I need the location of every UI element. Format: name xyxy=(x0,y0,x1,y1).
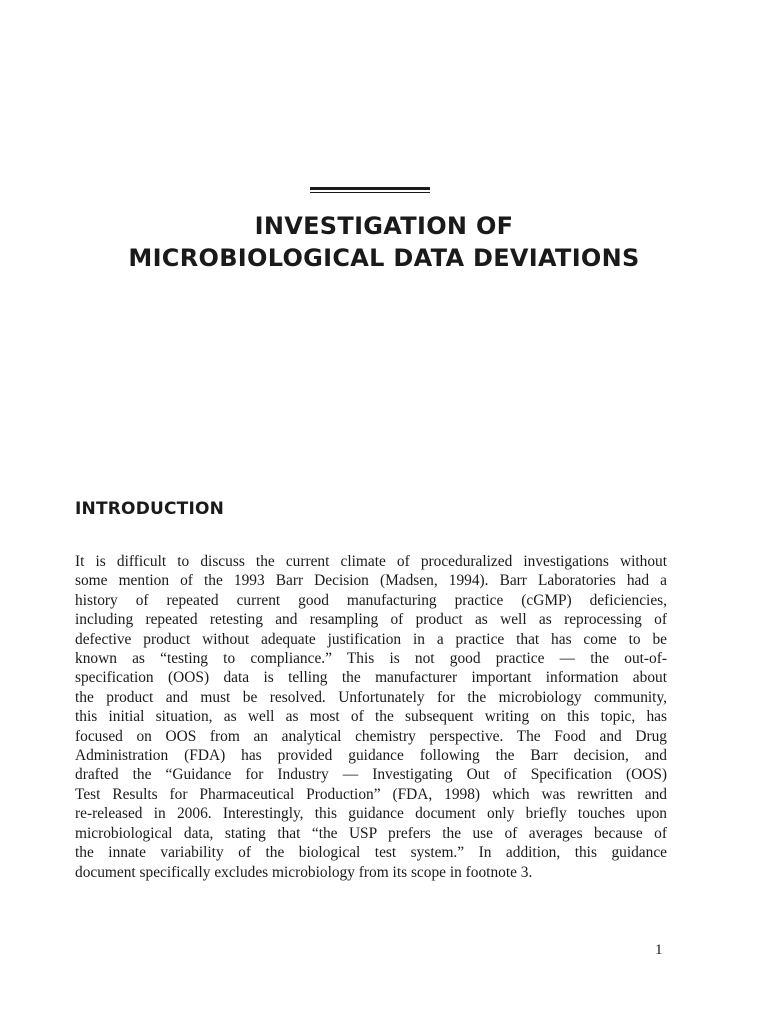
paragraph-line: microbiological data, stating that “the USP prefers the use of averages because of xyxy=(75,824,667,842)
paragraph-line: the product and must be resolved. Unfortunately for the microbiology community, xyxy=(75,688,667,706)
paragraph-line: history of repeated current good manufacturing practice (cGMP) deficiencies, xyxy=(75,591,667,609)
paragraph-line: known as “testing to compliance.” This is not good practice — the out-of- xyxy=(75,650,667,668)
paragraph-line: the innate variability of the biological test system.” In addition, this guidance xyxy=(75,844,667,862)
chapter-title xyxy=(40,210,728,274)
chapter-title-line: INVESTIGATION OF xyxy=(254,212,514,240)
chapter-rule xyxy=(310,187,430,193)
page-number: 1 xyxy=(655,942,663,958)
paragraph-line: this initial situation, as well as most of the subsequent writing on this topic, has xyxy=(75,708,667,726)
paragraph-line: focused on OOS from an analytical chemistry perspective. The Food and Drug xyxy=(75,727,667,745)
paragraph-line: re-released in 2006. Interestingly, this guidance document only briefly touches upon xyxy=(75,805,667,823)
paragraph-line: Administration (FDA) has provided guidance following the Barr decision, and xyxy=(75,747,667,765)
paragraph-line: defective product without adequate justification in a practice that has come to be xyxy=(75,630,667,648)
section-heading: INTRODUCTION xyxy=(75,499,225,519)
paragraph-line: It is difficult to discuss the current climate of proceduralized investigations without xyxy=(75,553,667,570)
paragraph-line: document specifically excludes microbiology from its scope in footnote 3. xyxy=(75,863,533,881)
chapter-title-line: MICROBIOLOGICAL DATA DEVIATIONS xyxy=(128,244,640,272)
paragraph-line: drafted the “Guidance for Industry — Investigating Out of Specification (OOS) xyxy=(75,766,667,784)
paragraph-line: some mention of the 1993 Barr Decision (Madsen, 1994). Barr Laboratories had a xyxy=(75,572,667,590)
paragraph-line: Test Results for Pharmaceutical Production” (FDA, 1998) which was rewritten and xyxy=(75,785,667,803)
paragraph-line: including repeated retesting and resampling of product as well as reprocessing of xyxy=(75,611,667,629)
body-paragraph xyxy=(75,552,667,882)
paragraph-line: specification (OOS) data is telling the manufacturer important information about xyxy=(75,669,667,687)
